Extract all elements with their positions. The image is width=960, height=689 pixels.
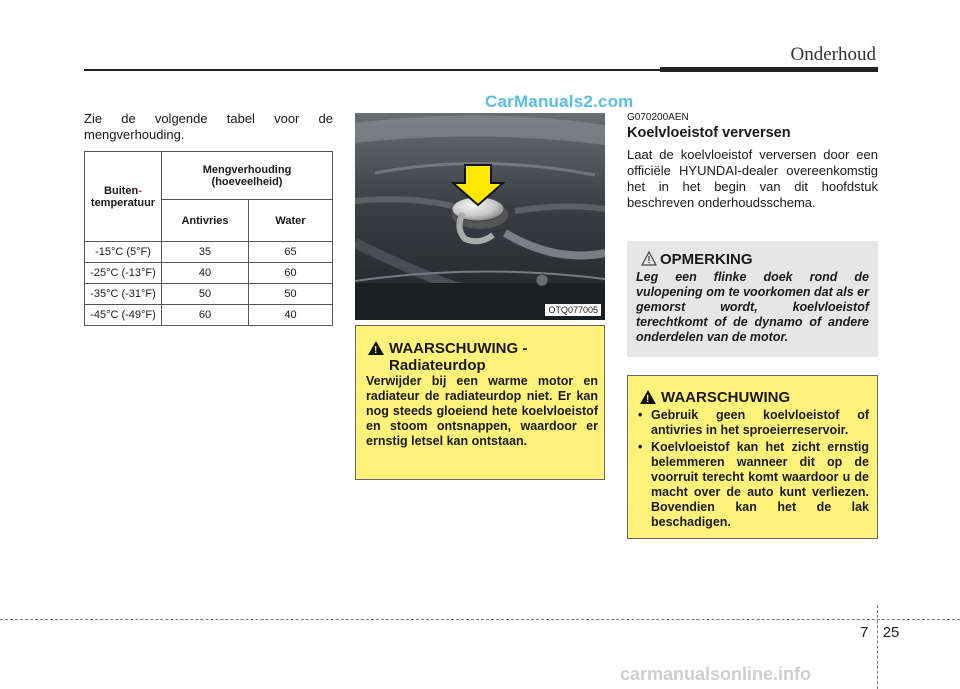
- footer-divider: [877, 605, 878, 689]
- header-temp-part1: Buiten: [104, 184, 139, 197]
- page-section-title: Onderhoud: [790, 44, 876, 65]
- page-index: 25: [882, 624, 900, 641]
- list-item: • Gebruik geen koelvloeistof of antivries in het sproeierreservoir.: [638, 408, 869, 438]
- table-row: [85, 305, 333, 326]
- table-row: [85, 242, 333, 263]
- section-title: Koelvloeistof verversen: [627, 125, 791, 141]
- cell-water: 65: [249, 242, 333, 263]
- cell-temp: -45°C (-49°F): [85, 305, 162, 326]
- warning-main: ! WAARSCHUWING • Gebruik geen koelvloeistof of antivries in het sproeierreservoir. • Koelvloeistof kan het zicht ernstig belemmeren wanneer dit op de voorruit terecht komt waardoor u de macht over de auto kunt verliezen. Bovendien kan het de lak beschadigen.: [627, 375, 878, 539]
- header-water: Water: [249, 200, 333, 242]
- warning-cap-text: Verwijder bij een warme motor en radiateur de radiateurdop niet. Er kan nog steeds gloeiend hete koelvloeistof en stoom ontsnappen, waardoor er ernstig letsel kan ontstaan.: [366, 374, 598, 448]
- warning-cap-title-line2: Radiateurdop: [389, 357, 486, 374]
- mixture-table: [84, 151, 333, 326]
- cell-antifreeze: 50: [162, 284, 249, 305]
- chapter-number: 7: [860, 624, 869, 641]
- table-row: [85, 263, 333, 284]
- cell-antifreeze: 35: [162, 242, 249, 263]
- radiator-cap-photo: [355, 113, 605, 320]
- header-antifreeze: Antivries: [162, 200, 249, 242]
- list-item: • Koelvloeistof kan het zicht ernstig belemmeren wanneer dit op de voorruit terecht komt waardoor u de macht over de auto kunt verliezen. Bovendien kan het de lak beschadigen.: [638, 440, 869, 530]
- warning-cap-title: [389, 340, 599, 374]
- section-code: G070200AEN: [627, 112, 689, 123]
- engine-bay-illustration: [355, 113, 605, 320]
- footer-rule: [0, 619, 960, 620]
- watermark-bottom[interactable]: carmanualsonline.info: [620, 664, 812, 684]
- cell-temp: -35°C (-31°F): [85, 284, 162, 305]
- intro-text: Zie de volgende tabel voor de mengverhouding.: [84, 111, 333, 142]
- page-number: [860, 624, 899, 641]
- header-mix: [162, 152, 333, 200]
- watermark-top[interactable]: CarManuals2.com: [485, 92, 634, 111]
- cell-water: 50: [249, 284, 333, 305]
- section-body: Laat de koelvloeistof verversen door een officiële HYUNDAI-dealer overeenkomstig het in het begin van dit hoofdstuk beschreven onderhoudsschema.: [627, 147, 878, 210]
- header-rule: [84, 69, 660, 71]
- header-temperature: [85, 152, 162, 242]
- header-temp-part2: temperatuur: [90, 196, 156, 209]
- warning-radiator-cap: ! WAARSCHUWING - Radiateurdop Verwijder bij een warme motor en radiateur de radiateurdop niet. Er kan nog steeds gloeiend hete koelvloeistof en stoom ontsnappen, waardoor er ernstig letsel kan ontstaan.: [355, 325, 605, 480]
- cell-antifreeze: 40: [162, 263, 249, 284]
- table-row: [85, 284, 333, 305]
- caution-triangle-icon: [641, 251, 657, 266]
- header-mix-part1: Mengverhouding: [202, 163, 292, 176]
- cell-antifreeze: 60: [162, 305, 249, 326]
- cell-temp: -25°C (-13°F): [85, 263, 162, 284]
- image-code: OTQ077005: [545, 304, 601, 316]
- cell-water: 60: [249, 263, 333, 284]
- cell-temp: -15°C (5°F): [85, 242, 162, 263]
- header-temp-dash: -: [138, 184, 142, 197]
- note-text: Leg een flinke doek rond de vulopening om te voorkomen dat als er gemorst wordt, koelvloeistof terechtkomt of de dynamo of andere onderdelen van de motor.: [636, 270, 869, 344]
- cell-water: 40: [249, 305, 333, 326]
- note-title: OPMERKING: [660, 251, 753, 268]
- warning-cap-title-line1: WAARSCHUWING -: [389, 340, 528, 357]
- header-rule-thick: [660, 67, 878, 72]
- warning-main-title: WAARSCHUWING: [661, 389, 791, 406]
- header-mix-part2: (hoeveelheid): [211, 175, 283, 188]
- warning-main-list: [638, 408, 869, 532]
